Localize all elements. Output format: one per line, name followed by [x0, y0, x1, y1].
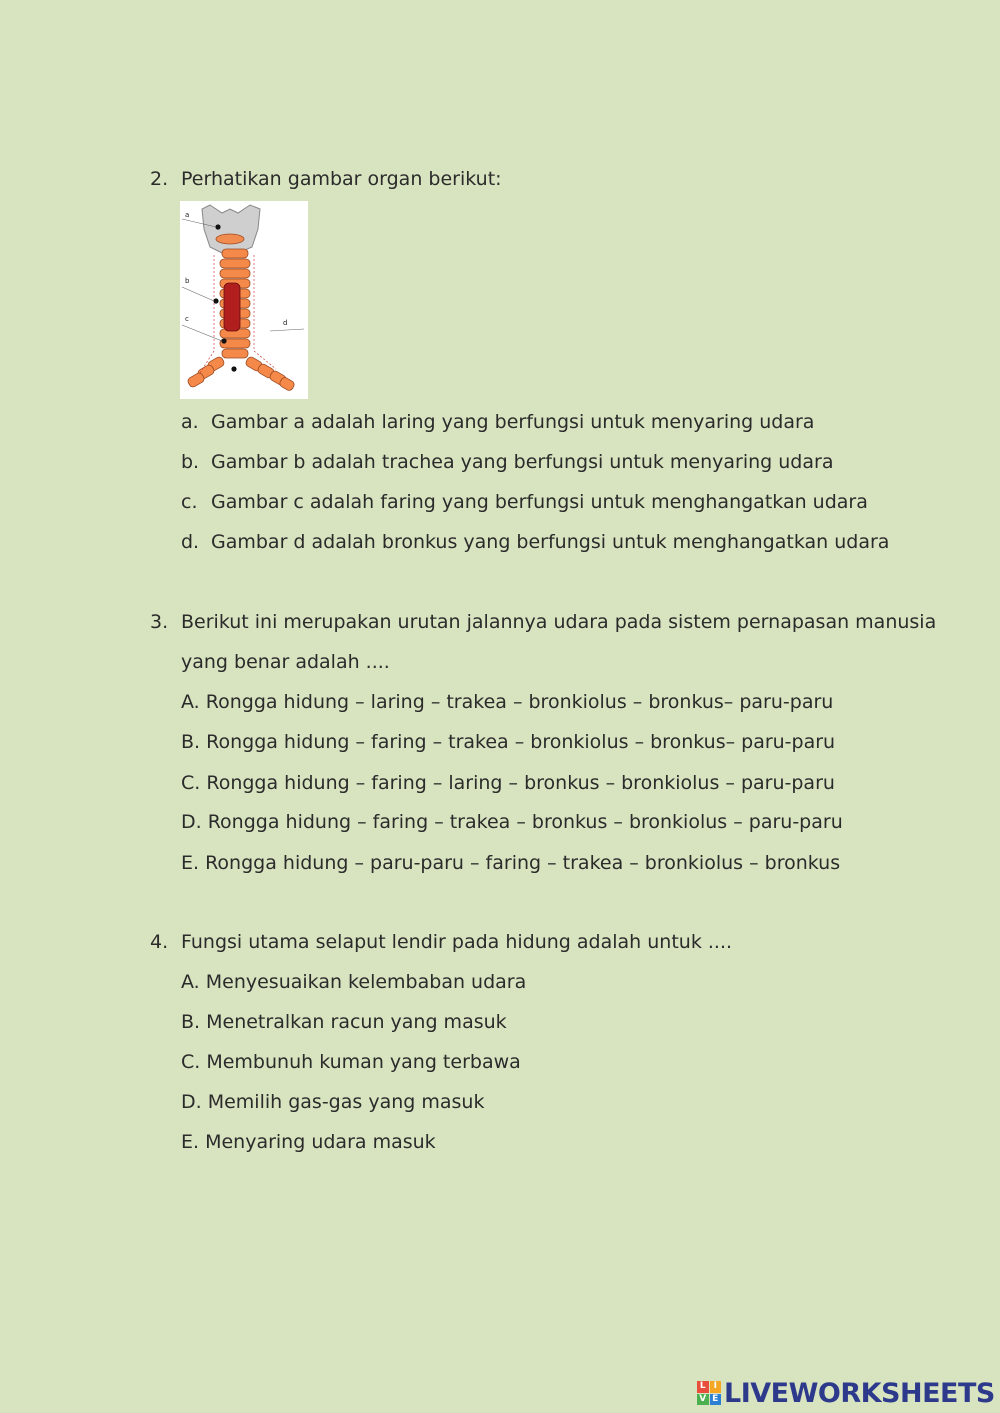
q4-option-b: B. Menetralkan racun yang masuk [181, 1011, 507, 1033]
q2-option-a-text: Gambar a adalah laring yang berfungsi untuk menyaring udara [211, 411, 815, 433]
q3-option-d: D. Rongga hidung – faring – trakea – bronkus – bronkiolus – paru-paru [181, 811, 843, 833]
q2-option-b-text: Gambar b adalah trachea yang berfungsi untuk menyaring udara [211, 451, 834, 473]
q3-option-b: B. Rongga hidung – faring – trakea – bronkiolus – bronkus– paru-paru [181, 731, 836, 753]
question-2-prompt: Perhatikan gambar organ berikut: [181, 168, 502, 190]
q3-option-a: A. Rongga hidung – laring – trakea – bronkiolus – bronkus– paru-paru [181, 691, 834, 713]
figure-label-d: d [283, 319, 288, 327]
respiratory-organ-figure [180, 201, 308, 399]
q2-option-a-letter: a. [181, 411, 199, 433]
question-2-number: 2. [150, 168, 169, 190]
q2-option-d-text: Gambar d adalah bronkus yang berfungsi untuk menghangatkan udara [211, 531, 890, 553]
q4-option-c: C. Membunuh kuman yang terbawa [181, 1051, 521, 1073]
q4-option-e: E. Menyaring udara masuk [181, 1131, 436, 1153]
question-3-number: 3. [150, 611, 169, 633]
question-4-number: 4. [150, 931, 169, 953]
q4-option-a: A. Menyesuaikan kelembaban udara [181, 971, 527, 993]
q3-option-e: E. Rongga hidung – paru-paru – faring – trakea – bronkiolus – bronkus [181, 852, 841, 874]
q2-option-c-text: Gambar c adalah faring yang berfungsi untuk menghangatkan udara [211, 491, 868, 513]
question-4-prompt: Fungsi utama selaput lendir pada hidung adalah untuk .... [181, 931, 733, 953]
q2-option-c-letter: c. [181, 491, 198, 513]
figure-label-c: c [185, 315, 189, 323]
figure-label-a: a [185, 211, 190, 219]
liveworksheets-logo-text: LIVEWORKSHEETS [724, 1377, 995, 1409]
question-3-prompt-line-2: yang benar adalah .... [181, 651, 390, 673]
liveworksheets-logo [697, 1378, 995, 1408]
q2-option-d-letter: d. [181, 531, 200, 553]
q4-option-d: D. Memilih gas-gas yang masuk [181, 1091, 485, 1113]
q2-option-b-letter: b. [181, 451, 200, 473]
figure-label-b: b [185, 277, 190, 285]
liveworksheets-logo-icon: L I V E [697, 1381, 721, 1405]
question-3-prompt-line-1: Berikut ini merupakan urutan jalannya udara pada sistem pernapasan manusia [181, 611, 937, 633]
q3-option-c: C. Rongga hidung – faring – laring – bronkus – bronkiolus – paru-paru [181, 772, 835, 794]
